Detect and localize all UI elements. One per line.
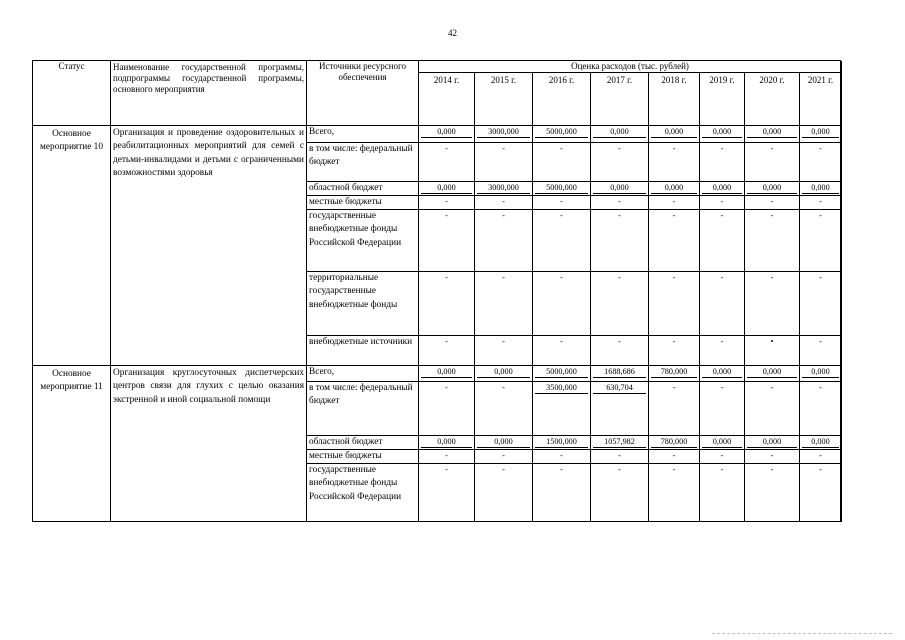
value-text: -: [819, 144, 822, 153]
value-text: -: [720, 383, 724, 392]
value-cell: [419, 210, 475, 272]
measure-name-cell: Организация круглосуточных диспетчерских центров связи для глухих с целью оказания экстренной и иной социальной помощи: [111, 366, 307, 522]
value-cell: [700, 436, 745, 450]
value-cell: [591, 382, 649, 436]
value-text: -: [560, 465, 563, 474]
year-header: 2016 г.: [533, 73, 591, 126]
value-cell: [700, 450, 745, 464]
value-text: -: [502, 197, 505, 206]
value-text: -: [672, 465, 676, 474]
value-text: 0,000: [802, 183, 839, 194]
value-text: 0,000: [747, 183, 797, 194]
value-cell: [700, 272, 745, 336]
value-cell: [591, 272, 649, 336]
value-text: -: [502, 211, 505, 220]
value-cell: [591, 210, 649, 272]
footer-rule: [712, 633, 892, 635]
value-text: -: [445, 383, 448, 392]
value-cell: [745, 272, 800, 336]
value-cell: [591, 336, 649, 366]
value-text: -: [560, 211, 563, 220]
value-text: -: [819, 383, 822, 392]
value-cell: [591, 182, 649, 196]
value-text: 0,000: [747, 437, 797, 448]
value-cell: [419, 143, 475, 182]
value-cell: [745, 210, 800, 272]
value-text: -: [560, 451, 563, 460]
value-text: 0,000: [747, 367, 797, 378]
value-cell: [649, 450, 700, 464]
year-header: 2015 г.: [475, 73, 533, 126]
source-cell: внебюджетные источники: [307, 336, 419, 366]
value-cell: [475, 436, 533, 450]
value-cell: [649, 182, 700, 196]
value-text: 0,000: [702, 367, 742, 378]
measure-name-cell: Организация и проведение оздоровительных и реабилитационных мероприятий для семей с детьми-инвалидами и детьми с ограниченными возможностями здоровья: [111, 126, 307, 366]
value-text: -: [720, 197, 724, 206]
value-text: -: [770, 144, 774, 153]
value-cell: [800, 450, 842, 464]
value-cell: [800, 143, 842, 182]
value-text: 0,000: [702, 127, 742, 138]
value-text: -: [445, 451, 448, 460]
status-cell: Основное мероприятие 10: [33, 126, 111, 366]
source-cell: областной бюджет: [307, 436, 419, 450]
value-text: -: [618, 273, 621, 282]
value-text: -: [720, 337, 724, 346]
value-cell: [745, 450, 800, 464]
value-cell: [475, 366, 533, 382]
value-text: -: [770, 383, 774, 392]
value-cell: [475, 196, 533, 210]
value-text: -: [720, 144, 724, 153]
value-cell: [533, 196, 591, 210]
value-text: -: [770, 211, 774, 220]
value-cell: [700, 366, 745, 382]
value-text: 0,000: [421, 183, 472, 194]
value-cell: [649, 382, 700, 436]
value-cell: [591, 436, 649, 450]
value-text: -: [445, 337, 448, 346]
value-cell: [475, 272, 533, 336]
value-cell: [649, 436, 700, 450]
value-cell: [800, 272, 842, 336]
value-text: -: [819, 451, 822, 460]
value-cell: [475, 336, 533, 366]
source-cell: Всего,: [307, 366, 419, 382]
value-text: 0,000: [421, 437, 472, 448]
value-text: -: [720, 273, 724, 282]
value-cell: [800, 182, 842, 196]
value-text: -: [720, 451, 724, 460]
value-text: 5000,000: [535, 127, 588, 138]
value-text: -: [560, 197, 563, 206]
value-text: 1688,686: [593, 367, 646, 378]
source-cell: областной бюджет: [307, 182, 419, 196]
source-cell: государственные внебюджетные фонды Российской Федерации: [307, 464, 419, 522]
value-cell: [475, 450, 533, 464]
value-text: -: [819, 273, 822, 282]
value-text: -: [445, 211, 448, 220]
value-cell: [745, 336, 800, 366]
value-text: 0,000: [421, 367, 472, 378]
status-cell: Основное мероприятие 11: [33, 366, 111, 522]
year-header: 2021 г.: [800, 73, 842, 126]
value-text: -: [445, 273, 448, 282]
value-cell: [649, 143, 700, 182]
value-text: 0,000: [651, 183, 697, 194]
page-number: 42: [448, 28, 457, 38]
value-text: 0,000: [477, 437, 530, 448]
value-cell: [475, 126, 533, 143]
header-estimate: Оценка расходов (тыс. рублей): [419, 61, 842, 73]
value-text: -: [819, 211, 822, 220]
value-text: -: [560, 337, 563, 346]
value-text: 1057,982: [593, 437, 646, 448]
value-text: 5000,000: [535, 183, 588, 194]
value-cell: [419, 450, 475, 464]
value-text: -: [672, 451, 676, 460]
header-status: Статус: [33, 61, 111, 126]
value-cell: [533, 336, 591, 366]
year-header: 2020 г.: [745, 73, 800, 126]
value-text: -: [770, 197, 774, 206]
value-text: 3000,000: [477, 127, 530, 138]
source-cell: Всего,: [307, 126, 419, 143]
value-text: -: [502, 337, 505, 346]
year-header: 2014 г.: [419, 73, 475, 126]
value-cell: [800, 436, 842, 450]
value-text: 0,000: [802, 127, 839, 138]
value-text: -: [618, 465, 621, 474]
value-cell: [475, 464, 533, 522]
value-cell: [745, 143, 800, 182]
value-text: -: [560, 273, 563, 282]
value-cell: [700, 210, 745, 272]
value-cell: [475, 210, 533, 272]
value-text: -: [618, 197, 621, 206]
value-cell: [700, 196, 745, 210]
value-cell: [591, 196, 649, 210]
value-text: -: [445, 197, 448, 206]
value-text: 780,000: [651, 367, 697, 378]
header-name: Наименование государственной программы, подпрограммы государственной программы, основного мероприятия: [111, 61, 307, 126]
source-cell: территориальные государственные внебюджетные фонды: [307, 272, 419, 336]
value-text: 3500,000: [535, 383, 588, 394]
value-text: 0,000: [477, 367, 530, 378]
value-cell: [419, 182, 475, 196]
value-cell: [475, 382, 533, 436]
value-cell: [419, 196, 475, 210]
value-text: -: [672, 273, 676, 282]
value-cell: [649, 366, 700, 382]
value-text: -: [502, 451, 505, 460]
value-text: -: [502, 383, 505, 392]
value-cell: [800, 196, 842, 210]
value-text: -: [770, 273, 774, 282]
value-cell: [533, 464, 591, 522]
value-cell: [649, 210, 700, 272]
value-cell: [533, 210, 591, 272]
value-text: -: [445, 465, 448, 474]
value-cell: [533, 450, 591, 464]
value-cell: [533, 382, 591, 436]
value-cell: [800, 126, 842, 143]
value-text: 3000,000: [477, 183, 530, 194]
header-sources: Источники ресурсного обеспечения: [307, 61, 419, 126]
value-text: -: [819, 197, 822, 206]
year-header: 2019 г.: [700, 73, 745, 126]
value-cell: [800, 382, 842, 436]
value-cell: [533, 436, 591, 450]
value-cell: [533, 182, 591, 196]
value-cell: [649, 126, 700, 143]
value-cell: [591, 450, 649, 464]
value-cell: [745, 196, 800, 210]
value-text: -: [618, 337, 621, 346]
budget-table: [32, 60, 841, 522]
value-text: •: [770, 337, 774, 346]
value-cell: [591, 464, 649, 522]
value-cell: [649, 464, 700, 522]
value-text: -: [618, 211, 621, 220]
value-text: -: [720, 465, 724, 474]
value-text: 630,704: [593, 383, 646, 394]
value-cell: [649, 196, 700, 210]
value-cell: [533, 272, 591, 336]
value-text: 0,000: [802, 367, 839, 378]
value-text: -: [560, 144, 563, 153]
value-cell: [419, 336, 475, 366]
value-cell: [533, 366, 591, 382]
value-cell: [700, 143, 745, 182]
value-cell: [800, 366, 842, 382]
value-text: -: [672, 211, 676, 220]
value-text: 0,000: [747, 127, 797, 138]
source-cell: местные бюджеты: [307, 450, 419, 464]
value-cell: [700, 126, 745, 143]
value-text: 0,000: [702, 183, 742, 194]
value-cell: [800, 210, 842, 272]
value-text: -: [672, 383, 676, 392]
value-cell: [800, 336, 842, 366]
value-text: 780,000: [651, 437, 697, 448]
value-cell: [745, 126, 800, 143]
value-text: 0,000: [593, 183, 646, 194]
value-text: 1500,000: [535, 437, 588, 448]
value-text: -: [819, 337, 822, 346]
value-cell: [700, 382, 745, 436]
value-cell: [419, 436, 475, 450]
value-cell: [475, 182, 533, 196]
source-cell: в том числе: федеральный бюджет: [307, 143, 419, 182]
value-cell: [591, 126, 649, 143]
value-cell: [419, 272, 475, 336]
value-text: 0,000: [802, 437, 839, 448]
value-text: 0,000: [702, 437, 742, 448]
source-cell: государственные внебюджетные фонды Российской Федерации: [307, 210, 419, 272]
value-text: -: [445, 144, 448, 153]
value-text: 0,000: [421, 127, 472, 138]
value-cell: [533, 143, 591, 182]
value-cell: [475, 143, 533, 182]
value-cell: [419, 366, 475, 382]
value-text: -: [618, 451, 621, 460]
source-cell: местные бюджеты: [307, 196, 419, 210]
value-cell: [419, 464, 475, 522]
value-cell: [745, 382, 800, 436]
value-cell: [419, 382, 475, 436]
value-cell: [745, 182, 800, 196]
source-cell: в том числе: федеральный бюджет: [307, 382, 419, 436]
value-text: -: [502, 273, 505, 282]
value-cell: [745, 464, 800, 522]
value-cell: [419, 126, 475, 143]
value-text: -: [672, 197, 676, 206]
value-text: -: [819, 465, 822, 474]
value-cell: [700, 464, 745, 522]
value-text: -: [502, 144, 505, 153]
value-text: -: [672, 144, 676, 153]
value-text: 0,000: [593, 127, 646, 138]
value-text: 0,000: [651, 127, 697, 138]
value-cell: [533, 126, 591, 143]
value-text: -: [502, 465, 505, 474]
value-cell: [649, 336, 700, 366]
value-cell: [700, 336, 745, 366]
value-text: -: [618, 144, 621, 153]
value-cell: [591, 366, 649, 382]
year-header: 2018 г.: [649, 73, 700, 126]
value-cell: [745, 366, 800, 382]
value-text: -: [770, 465, 774, 474]
value-cell: [591, 143, 649, 182]
value-cell: [745, 436, 800, 450]
value-text: -: [770, 451, 774, 460]
value-cell: [800, 464, 842, 522]
value-cell: [700, 182, 745, 196]
value-cell: [649, 272, 700, 336]
value-text: 5000,000: [535, 367, 588, 378]
value-text: -: [672, 337, 676, 346]
value-text: -: [720, 211, 724, 220]
year-header: 2017 г.: [591, 73, 649, 126]
